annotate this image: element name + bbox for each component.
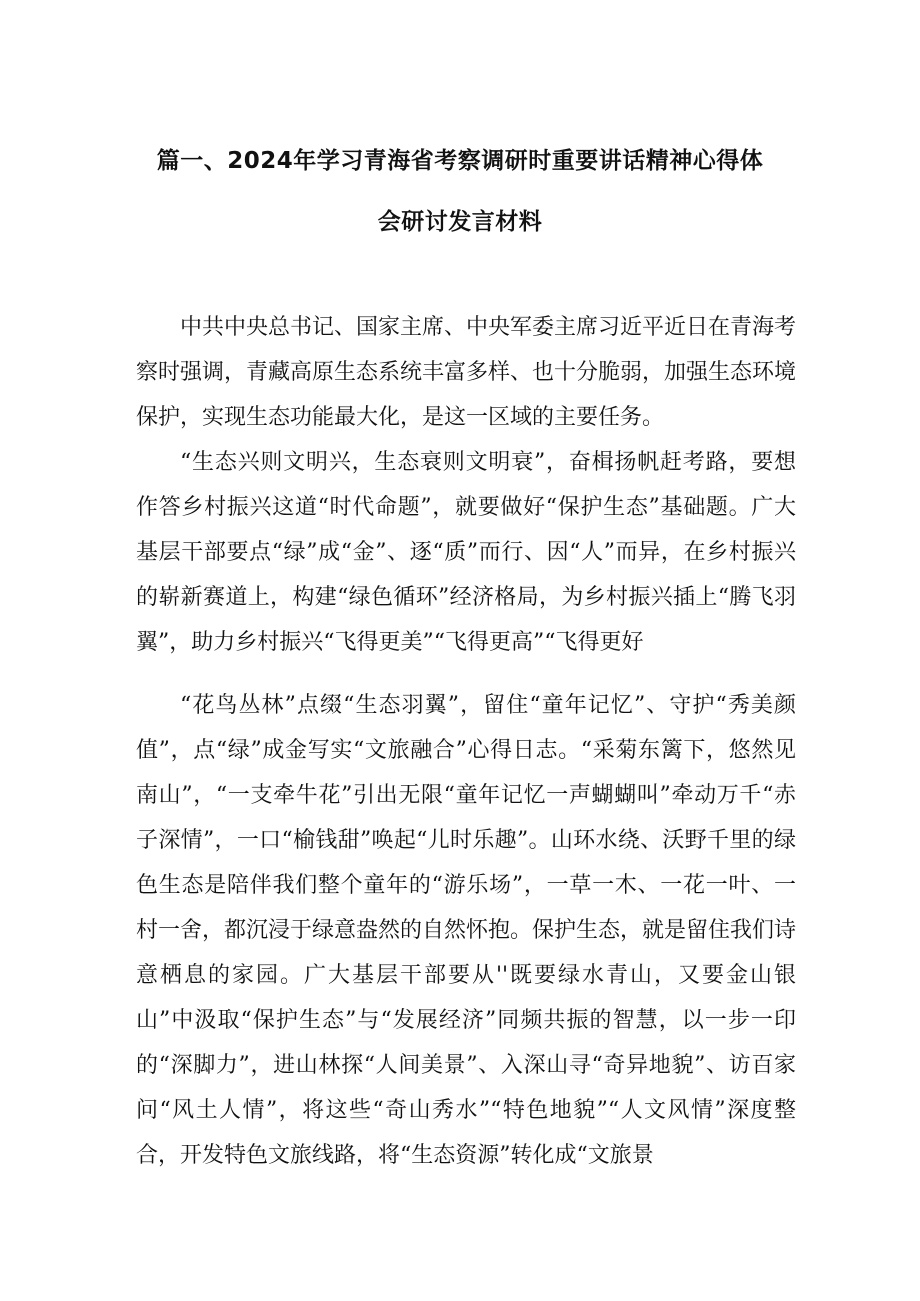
document-body bbox=[136, 305, 796, 1265]
paragraph-1: 中共中央总书记、国家主席、中央军委主席习近平近日在青海考察时强调，青藏高原生态系统丰富多样、也十分脆弱，加强生态环境保护，实现生态功能最大化，是这一区域的主要任务。 bbox=[136, 315, 797, 430]
paragraph-2: “生态兴则文明兴，生态衰则文明衰”，奋楫扬帆赶考路，要想作答乡村振兴这道“时代命题”，就要做好“保护生态”基础题。广大基层干部要点“绿”成“金”、逐“质”而行、因“人”而异，在乡村振兴的崭新赛道上，构建“绿色循环”经济格局，为乡村振兴插上“腾飞羽翼”，助力乡村振兴“飞得更美”“飞得更高”“飞得更好 bbox=[136, 450, 796, 655]
document-title-line-2: 会研讨发言材料 bbox=[377, 209, 543, 235]
document-title-line-1: 篇一、2024年学习青海省考察调研时重要讲话精神心得体 bbox=[156, 148, 764, 174]
paragraph-3: “花鸟丛林”点缀“生态羽翼”，留住“童年记忆”、守护“秀美颜值”，点“绿”成金写实“文旅融合”心得日志。“采菊东篱下，悠然见南山”，“一支牵牛花”引出无限“童年记忆一声蝴蝴叫”牵动万千“赤子深情”，一口“榆钱甜”唤起“儿时乐趣”。山环水绕、沃野千里的绿色生态是陪伴我们整个童年的“游乐场”，一草一木、一花一叶、一村一舍，都沉浸于绿意盎然的自然怀抱。保护生态，就是留住我们诗意栖息的家园。广大基层干部要从''既要绿水青山，又要金山银山”中汲取“保护生态”与“发展经济”同频共振的智慧，以一步一印的“深脚力”，进山林探“人间美景”、入深山寻“奇异地貌”、访百家问“风土人情”，将这些“奇山秀水”“特色地貌”“人文风情”深度整合，开发特色文旅线路，将“生态资源”转化成“文旅景 bbox=[136, 693, 797, 1168]
